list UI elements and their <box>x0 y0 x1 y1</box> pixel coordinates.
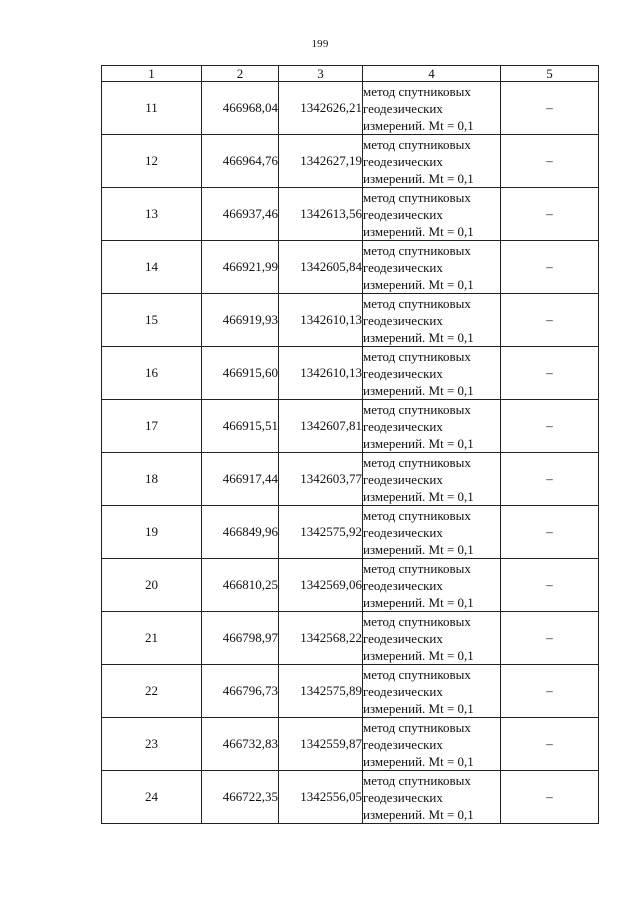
y-coordinate-cell: 1342610,13 <box>279 347 363 400</box>
method-cell <box>363 241 501 294</box>
method-line: измерений. Mt = 0,1 <box>363 223 474 239</box>
description-cell: – <box>501 718 599 771</box>
method-line: измерений. Mt = 0,1 <box>363 329 474 345</box>
method-cell <box>363 82 501 135</box>
method-line: геодезических <box>363 259 443 275</box>
table-row <box>102 400 599 453</box>
method-line: геодезических <box>363 153 443 169</box>
description-cell: – <box>501 294 599 347</box>
method-line: метод спутниковых <box>363 772 471 788</box>
table-row <box>102 135 599 188</box>
description-cell: – <box>501 771 599 824</box>
x-coordinate-cell: 466968,04 <box>202 82 279 135</box>
point-number-cell: 16 <box>102 347 202 400</box>
x-coordinate-cell: 466732,83 <box>202 718 279 771</box>
point-number-cell: 14 <box>102 241 202 294</box>
method-line: геодезических <box>363 471 443 487</box>
table-row <box>102 453 599 506</box>
coordinates-table <box>101 65 599 824</box>
method-line: геодезических <box>363 789 443 805</box>
method-line: геодезических <box>363 683 443 699</box>
method-line: измерений. Mt = 0,1 <box>363 117 474 133</box>
method-cell <box>363 135 501 188</box>
method-cell <box>363 718 501 771</box>
method-line: геодезических <box>363 100 443 116</box>
table-row <box>102 347 599 400</box>
method-cell <box>363 665 501 718</box>
y-coordinate-cell: 1342575,92 <box>279 506 363 559</box>
method-line: метод спутниковых <box>363 666 471 682</box>
description-cell: – <box>501 135 599 188</box>
x-coordinate-cell: 466915,51 <box>202 400 279 453</box>
column-header: 4 <box>363 66 501 82</box>
point-number-cell: 20 <box>102 559 202 612</box>
description-cell: – <box>501 400 599 453</box>
point-number-cell: 19 <box>102 506 202 559</box>
description-cell: – <box>501 453 599 506</box>
method-line: геодезических <box>363 736 443 752</box>
table-row <box>102 665 599 718</box>
method-cell <box>363 347 501 400</box>
description-cell: – <box>501 347 599 400</box>
point-number-cell: 11 <box>102 82 202 135</box>
method-cell <box>363 453 501 506</box>
point-number-cell: 24 <box>102 771 202 824</box>
x-coordinate-cell: 466810,25 <box>202 559 279 612</box>
method-line: геодезических <box>363 206 443 222</box>
method-cell <box>363 188 501 241</box>
description-cell: – <box>501 665 599 718</box>
method-line: измерений. Mt = 0,1 <box>363 170 474 186</box>
table-row <box>102 241 599 294</box>
method-cell <box>363 506 501 559</box>
method-cell <box>363 559 501 612</box>
y-coordinate-cell: 1342605,84 <box>279 241 363 294</box>
column-header: 3 <box>279 66 363 82</box>
method-line: измерений. Mt = 0,1 <box>363 700 474 716</box>
method-cell <box>363 400 501 453</box>
x-coordinate-cell: 466917,44 <box>202 453 279 506</box>
x-coordinate-cell: 466722,35 <box>202 771 279 824</box>
method-line: метод спутниковых <box>363 454 471 470</box>
description-cell: – <box>501 612 599 665</box>
method-line: измерений. Mt = 0,1 <box>363 647 474 663</box>
description-cell: – <box>501 506 599 559</box>
column-header: 2 <box>202 66 279 82</box>
method-line: измерений. Mt = 0,1 <box>363 541 474 557</box>
method-line: метод спутниковых <box>363 348 471 364</box>
method-line: геодезических <box>363 577 443 593</box>
x-coordinate-cell: 466919,93 <box>202 294 279 347</box>
table-row <box>102 506 599 559</box>
column-header: 1 <box>102 66 202 82</box>
x-coordinate-cell: 466964,76 <box>202 135 279 188</box>
table-row <box>102 559 599 612</box>
header-row <box>102 66 599 82</box>
description-cell: – <box>501 241 599 294</box>
x-coordinate-cell: 466849,96 <box>202 506 279 559</box>
point-number-cell: 23 <box>102 718 202 771</box>
point-number-cell: 21 <box>102 612 202 665</box>
method-line: метод спутниковых <box>363 189 471 205</box>
table-row <box>102 82 599 135</box>
method-cell <box>363 294 501 347</box>
method-line: метод спутниковых <box>363 507 471 523</box>
x-coordinate-cell: 466796,73 <box>202 665 279 718</box>
method-line: метод спутниковых <box>363 613 471 629</box>
table-row <box>102 294 599 347</box>
table-body <box>102 82 599 824</box>
y-coordinate-cell: 1342556,05 <box>279 771 363 824</box>
point-number-cell: 12 <box>102 135 202 188</box>
table-row <box>102 771 599 824</box>
method-line: метод спутниковых <box>363 719 471 735</box>
method-line: измерений. Mt = 0,1 <box>363 488 474 504</box>
x-coordinate-cell: 466798,97 <box>202 612 279 665</box>
table-row <box>102 612 599 665</box>
y-coordinate-cell: 1342603,77 <box>279 453 363 506</box>
y-coordinate-cell: 1342613,56 <box>279 188 363 241</box>
method-line: метод спутниковых <box>363 295 471 311</box>
method-line: метод спутниковых <box>363 136 471 152</box>
method-line: измерений. Mt = 0,1 <box>363 594 474 610</box>
point-number-cell: 13 <box>102 188 202 241</box>
point-number-cell: 15 <box>102 294 202 347</box>
method-line: геодезических <box>363 312 443 328</box>
y-coordinate-cell: 1342559,87 <box>279 718 363 771</box>
method-line: измерений. Mt = 0,1 <box>363 753 474 769</box>
point-number-cell: 17 <box>102 400 202 453</box>
y-coordinate-cell: 1342568,22 <box>279 612 363 665</box>
description-cell: – <box>501 188 599 241</box>
description-cell: – <box>501 82 599 135</box>
x-coordinate-cell: 466915,60 <box>202 347 279 400</box>
y-coordinate-cell: 1342626,21 <box>279 82 363 135</box>
method-line: геодезических <box>363 630 443 646</box>
column-header: 5 <box>501 66 599 82</box>
method-cell <box>363 612 501 665</box>
method-line: измерений. Mt = 0,1 <box>363 276 474 292</box>
method-line: метод спутниковых <box>363 83 471 99</box>
method-line: измерений. Mt = 0,1 <box>363 435 474 451</box>
method-line: метод спутниковых <box>363 401 471 417</box>
method-line: геодезических <box>363 524 443 540</box>
y-coordinate-cell: 1342607,81 <box>279 400 363 453</box>
method-line: геодезических <box>363 365 443 381</box>
method-cell <box>363 771 501 824</box>
point-number-cell: 22 <box>102 665 202 718</box>
method-line: метод спутниковых <box>363 242 471 258</box>
method-line: геодезических <box>363 418 443 434</box>
method-line: измерений. Mt = 0,1 <box>363 806 474 822</box>
y-coordinate-cell: 1342610,13 <box>279 294 363 347</box>
page-number: 199 <box>311 38 329 50</box>
x-coordinate-cell: 466937,46 <box>202 188 279 241</box>
method-line: измерений. Mt = 0,1 <box>363 382 474 398</box>
description-cell: – <box>501 559 599 612</box>
method-line: метод спутниковых <box>363 560 471 576</box>
table-row <box>102 188 599 241</box>
y-coordinate-cell: 1342575,89 <box>279 665 363 718</box>
x-coordinate-cell: 466921,99 <box>202 241 279 294</box>
y-coordinate-cell: 1342569,06 <box>279 559 363 612</box>
point-number-cell: 18 <box>102 453 202 506</box>
y-coordinate-cell: 1342627,19 <box>279 135 363 188</box>
table-row <box>102 718 599 771</box>
